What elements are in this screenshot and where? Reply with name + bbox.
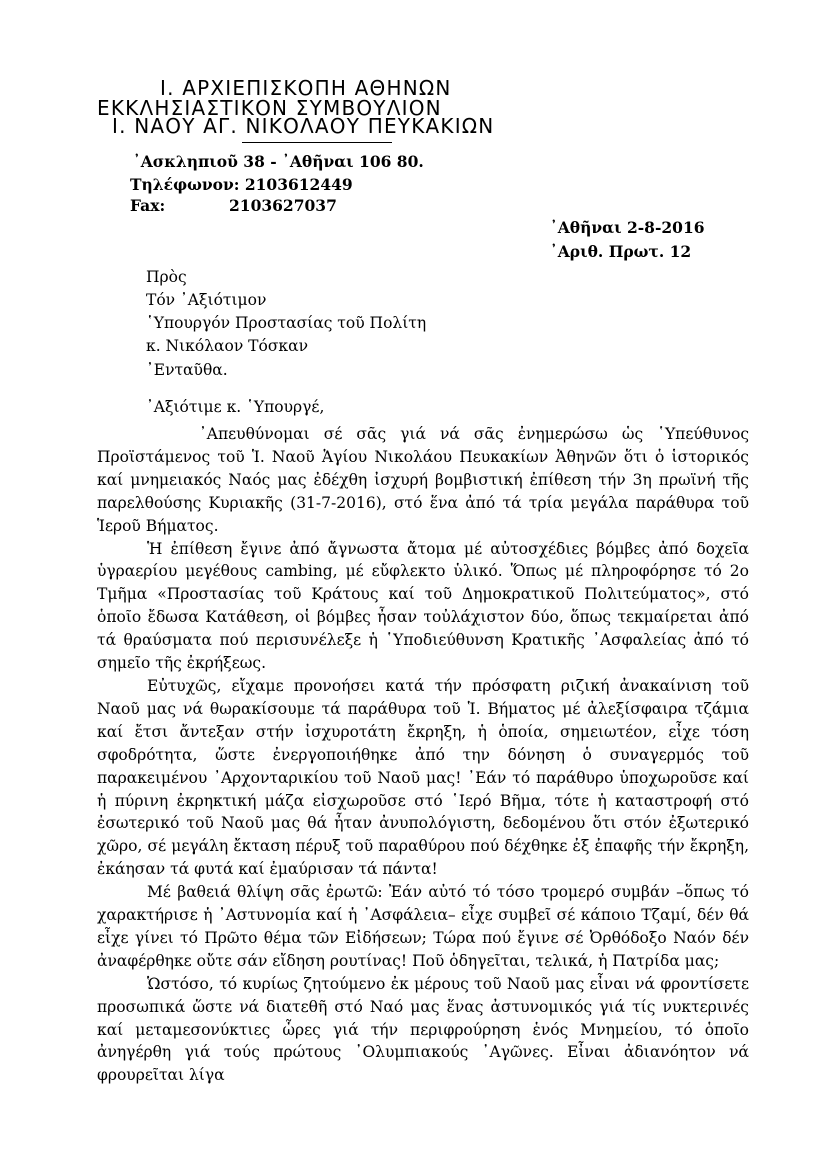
recipient-title: ῾Υπουργόν Προστασίας τοῦ Πολίτη — [146, 314, 427, 332]
recipient-location: ᾿Ενταῦθα. — [146, 361, 228, 379]
phone-line: Τηλέφωνον: 2103612449 — [130, 175, 353, 194]
salutation: ᾿Αξιότιμε κ. ῾Υπουργέ, — [146, 398, 325, 416]
body-paragraph: Μέ βαθειά θλίψη σᾶς ἐρωτῶ: Ἐάν αὐτό τό τόσο τρομερό συμβάν –ὅπως τό χαρακτήρισε ἡ ᾿Αστυνομία καί ἡ ᾿Ασφάλεια– εἶχε συμβεῖ σέ κάποιο Τζαμί, δέν θά εἶχε γίνει τό Πρῶτο θέμα τῶν Εἰδήσεων; Τώρα πού ἔγινε σέ Ὀρθόδοξο Ναόν δέν ἀναφέρθηκε οὔτε σάν εἴδηση ρουτίνας! Ποῦ ὁδηγεῖται, τελικά, ἡ Πατρίδα μας; — [97, 883, 749, 970]
body-paragraph: Ὡστόσο, τό κυρίως ζητούμενο ἐκ μέρους τοῦ Ναοῦ μας εἶναι νά φροντίσετε προσωπικά ὥστε νά διατεθῆ στό Ναό μας ἕνας ἀστυνομικός γιά τίς νυκτερινές καί μεταμεσονύκτιες ὧρες γιά τήν περιφρούρηση ἑνός Μνημείου, τό ὁποῖο ἀνηγέρθη γιά τούς πρώτους ᾿Ολυμπιακούς ᾿Αγῶνες. Εἶναι ἀδιανόητον νά φρουρεῖται λίγα — [97, 974, 749, 1085]
fax-label: Fax: — [130, 196, 166, 215]
letterhead-divider — [242, 142, 392, 143]
recipient-honorific: Τόν ᾿Αξιότιμον — [146, 291, 267, 309]
recipient-to: Πρὸς — [146, 268, 187, 286]
letterhead-council: ΕΚΚΛΗΣΙΑΣΤΙΚΟΝ ΣΥΜΒΟΥΛΙΟΝ — [97, 96, 442, 120]
letter-body — [97, 423, 749, 1087]
body-paragraph: Ἡ ἐπίθεση ἔγινε ἀπό ἄγνωστα ἄτομα μέ αὐτοσχέδιες βόμβες ἀπό δοχεῖα ὑγραερίου μεγέθους cambing, μέ εὔφλεκτο ὑλικό. Ὅπως μέ πληροφόρησε τό 2ο Τμῆμα «Προστασίας τοῦ Κράτους καί τοῦ Δημοκρατικοῦ Πολιτεύματος», στό ὁποῖο ἔδωσα Κατάθεση, οἱ βόμβες ἦσαν τοὐλάχιστον δύο, ὅπως τεκμαίρεται ἀπό τά θραύσματα πού περισυνέλεξε ἡ ῾Υποδιεύθυνση Κρατικῆς ᾿Ασφαλείας ἀπό τό σημεῖο τῆς ἐκρήξεως. — [97, 539, 749, 673]
protocol-number: ᾿Αριθ. Πρωτ. 12 — [550, 242, 692, 261]
fax-number: 2103627037 — [229, 196, 337, 215]
body-paragraph: ᾿Απευθύνομαι σέ σᾶς γιά νά σᾶς ἐνημερώσω ὡς ῾Υπεύθυνος Προϊστάμενος τοῦ Ἱ. Ναοῦ Ἁγίου Νικολάου Πευκακίων Ἀθηνῶν ὅτι ὁ ἱστορικός καί μνημειακός Ναός μας ἐδέχθη ἰσχυρή βομβιστική ἐπίθεση τήν 3η πρωϊνή τῆς παρελθούσης Κυριακῆς (31-7-2016), στό ἕνα ἀπό τά τρία μεγάλα παράθυρα τοῦ Ἱεροῦ Βήματος. — [97, 425, 749, 535]
letterhead-archdiocese: Ι. ΑΡΧΙΕΠΙΣΚΟΠΗ ΑΘΗΝΩΝ — [160, 76, 452, 100]
letter-date: ᾿Αθῆναι 2-8-2016 — [550, 218, 705, 237]
address-line: ᾿Ασκληπιοῦ 38 - ᾿Αθῆναι 106 80. — [133, 152, 424, 171]
recipient-name: κ. Νικόλαον Τόσκαν — [146, 337, 309, 355]
body-paragraph: Εὐτυχῶς, εἴχαμε προνοήσει κατά τήν πρόσφατη ριζική ἀνακαίνιση τοῦ Ναοῦ μας νά θωρακίσουμε τά παράθυρα τοῦ Ἱ. Βήματος μέ ἀλεξίσφαιρα τζάμια καί ἔτσι ἄντεξαν στήν ἰσχυροτάτη ἔκρηξη, ἡ ὁποία, σημειωτέον, εἶχε τόση σφοδρότητα, ὥστε ἐνεργοποιήθηκε ἀπό την δόνηση ὁ συναγερμός τοῦ παρακειμένου ᾿Αρχονταρικίου τοῦ Ναοῦ μας! ᾿Εάν τό παράθυρο ὑποχωροῦσε καί ἡ πύρινη ἐκρηκτική μάζα εἰσχωροῦσε στό ῾Ιερό Βῆμα, τότε ἡ καταστροφή στό ἐσωτερικό τοῦ Ναοῦ μας θά ἦταν ἀνυπολόγιστη, δεδομένου ὅτι στόν ἐξωτερικό χῶρο, σέ μεγάλη ἔκταση πέρυξ τοῦ παραθύρου πού δέχθηκε ἐξ ἐπαφῆς τήν ἔκρηξη, ἐκάησαν τά φυτά καί ἐμαύρισαν τά πάντα! — [97, 676, 749, 879]
letterhead-church: Ι. ΝΑΟΥ ΑΓ. ΝΙΚΟΛΑΟΥ ΠΕΥΚΑΚΙΩΝ — [112, 114, 495, 138]
